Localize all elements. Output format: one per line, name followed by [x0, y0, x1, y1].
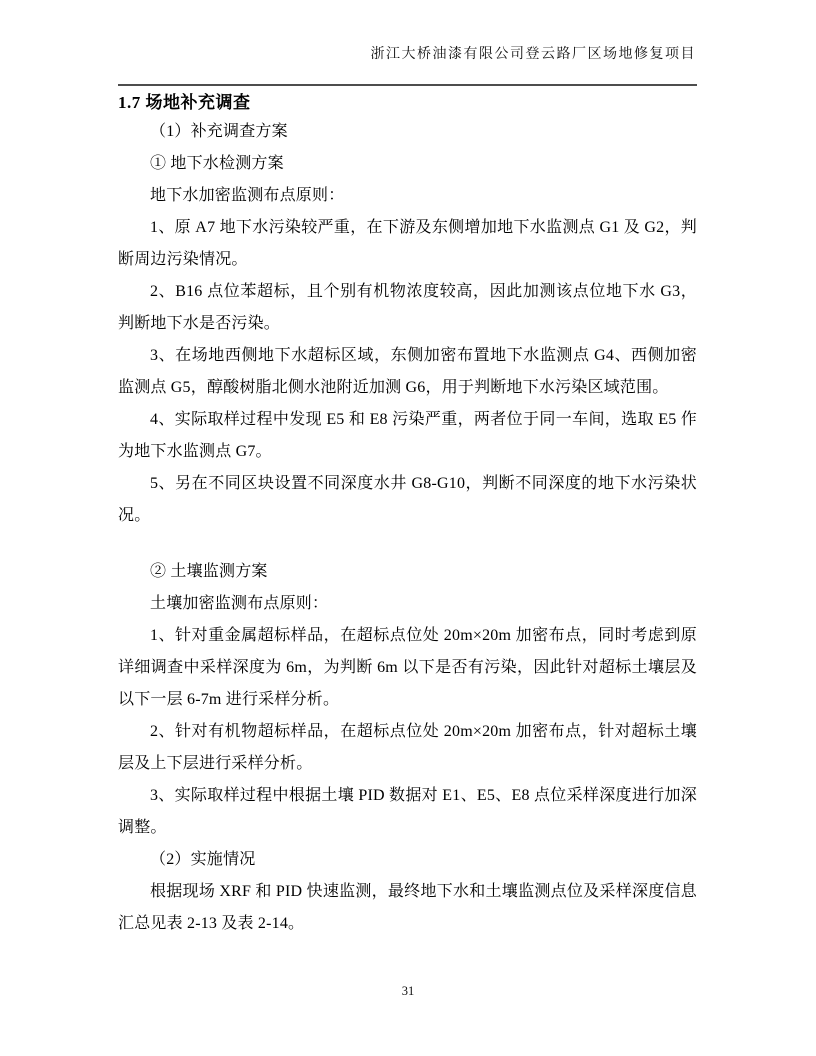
paragraph-groundwater-rule-5: 5、另在不同区块设置不同深度水井 G8-G10，判断不同深度的地下水污染状况。	[118, 475, 697, 524]
header-project-title: 浙江大桥油漆有限公司登云路厂区场地修复项目	[370, 47, 696, 62]
section-title: 1.7 场地补充调查	[118, 93, 251, 112]
paragraph-groundwater-rule-2: 2、B16 点位苯超标，且个别有机物浓度较高，因此加测该点位地下水 G3，判断地下水是否污染。	[118, 283, 697, 332]
document-body	[0, 90, 816, 940]
paragraph-groundwater-principle-label: 地下水加密监测布点原则：	[150, 187, 345, 204]
paragraph-groundwater-rule-3: 3、在场地西侧地下水超标区域，东侧加密布置地下水监测点 G4、西侧加密监测点 G5，醇酸树脂北侧水池附近加测 G6，用于判断地下水污染区域范围。	[118, 347, 697, 396]
paragraph-supplement-plan-label: （1）补充调查方案	[150, 123, 288, 140]
paragraph-soil-rule-1: 1、针对重金属超标样品，在超标点位处 20m×20m 加密布点，同时考虑到原详细调查中采样深度为 6m，为判断 6m 以下是否有污染，因此针对超标土壤层及以下一层 6-7m 进行采样分析。	[118, 627, 697, 708]
paragraph-groundwater-plan-label: ① 地下水检测方案	[150, 155, 284, 172]
page-header	[0, 0, 816, 65]
page-footer	[0, 982, 816, 1000]
paragraph-soil-principle-label: 土壤加密监测布点原则：	[150, 595, 329, 612]
paragraph-implementation-summary: 根据现场 XRF 和 PID 快速监测，最终地下水和土壤监测点位及采样深度信息汇总见表 2-13 及表 2-14。	[118, 883, 697, 932]
paragraph-soil-rule-2: 2、针对有机物超标样品，在超标点位处 20m×20m 加密布点，针对超标土壤层及上下层进行采样分析。	[118, 723, 697, 772]
header-divider	[118, 84, 697, 86]
paragraph-groundwater-rule-1: 1、原 A7 地下水污染较严重，在下游及东侧增加地下水监测点 G1 及 G2，判断周边污染情况。	[118, 219, 697, 268]
page-number: 31	[401, 984, 415, 998]
paragraph-soil-rule-3: 3、实际取样过程中根据土壤 PID 数据对 E1、E5、E8 点位采样深度进行加深调整。	[118, 787, 697, 836]
paragraph-implementation-label: （2）实施情况	[150, 851, 256, 868]
paragraph-groundwater-rule-4: 4、实际取样过程中发现 E5 和 E8 污染严重，两者位于同一车间，选取 E5 作为地下水监测点 G7。	[118, 411, 697, 460]
paragraph-soil-plan-label: ② 土壤监测方案	[150, 563, 268, 580]
blank-line	[118, 532, 697, 556]
